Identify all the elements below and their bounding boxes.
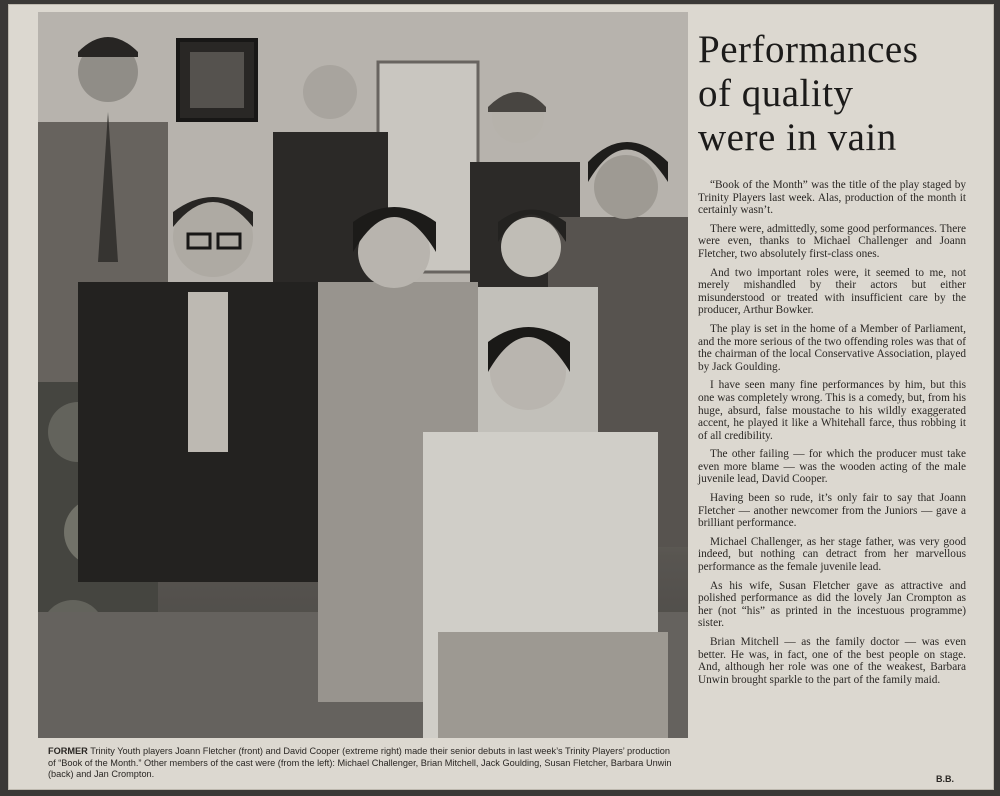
photo-caption <box>48 746 678 786</box>
headline <box>698 28 988 160</box>
article-body <box>698 179 966 692</box>
byline: B.B. <box>936 774 954 784</box>
article-paragraph: As his wife, Susan Fletcher gave as attractive and polished performance as did the lovely Jan Crompton as her (not “his” as printed in the incestuous programme) sister. <box>698 579 966 630</box>
headline-line-2: of quality <box>698 72 854 115</box>
article-paragraph: And two important roles were, it seemed to me, not merely mishandled by their actors but either misunderstood or treated with insufficient care by the producer, Arthur Bowker. <box>698 266 966 317</box>
headline-line-3: were in vain <box>698 116 897 159</box>
headline-line-1: Performances <box>698 28 919 71</box>
article-paragraph: The other failing — for which the producer must take even more blame — was the wooden acting of the male juvenile lead, David Cooper. <box>698 448 966 486</box>
article-paragraph: Brian Mitchell — as the family doctor — was even better. He was, in fact, one of the best people on stage. And, although her role was one of the weakest, Barbara Unwin brought sparkle to the part of the family maid. <box>698 636 966 686</box>
newspaper-clipping <box>8 4 994 790</box>
article-paragraph: There were, admittedly, some good performances. There were even, thanks to Michael Challenger and Joann Fletcher, two absolutely first-class ones. <box>698 222 966 260</box>
article-paragraph: The play is set in the home of a Member of Parliament, and the more serious of the two offending roles was that of the chairman of the local Conservative Association, played by Jack Goulding. <box>698 322 966 373</box>
cast-photo-illustration <box>38 12 688 738</box>
article-paragraph: “Book of the Month” was the title of the play staged by Trinity Players last week. Alas, production of the month it certainly wasn’t. <box>698 179 966 217</box>
article-paragraph: Michael Challenger, as her stage father, was very good indeed, but nothing can detract from her marvellous performance as the female juvenile lead. <box>698 535 966 574</box>
article-paragraph: Having been so rude, it’s only fair to say that Joann Fletcher — another newcomer from the Juniors — gave a brilliant performance. <box>698 492 966 530</box>
caption-text: Trinity Youth players Joann Fletcher (front) and David Cooper (extreme right) made their senior debuts in last week’s Trinity Players’ production of “Book of the Month.” Other members of the cast were (from the left): Michael Challenger, Brian Mitchell, Jack Goulding, Susan Fletcher, Barbara Unwin (back) and Jan Crompton. <box>48 746 672 780</box>
caption-lead: FORMER <box>48 746 88 756</box>
article-paragraph: I have seen many fine performances by him, but this one was completely wrong. This is a comedy, but, from his huge, absurd, false moustache to his wildly exaggerated accent, he played it like a Whitehall farce, thus robbing it of all credibility. <box>698 379 966 442</box>
cast-photo <box>38 12 688 738</box>
